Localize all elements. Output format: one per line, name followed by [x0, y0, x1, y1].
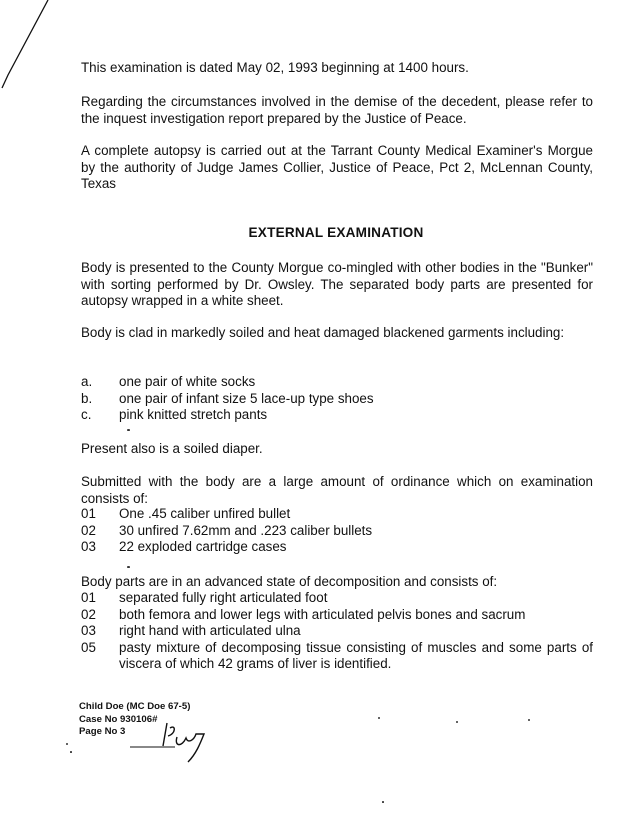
garments-list: [81, 374, 601, 424]
body-parts-list: [81, 590, 601, 673]
clad-paragraph: Body is clad in markedly soiled and heat damaged blackened garments including:: [81, 325, 565, 340]
list-text: pink knitted stretch pants: [119, 407, 268, 423]
list-text: one pair of infant size 5 lace-up type shoes: [119, 390, 374, 406]
autopsy-paragraph: A complete autopsy is carried out at the Tarrant County Medical Examiner's Morgue by the authority of Judge James Collier, Justice of Peace, Pct 2, McLennan County, Texas: [81, 143, 593, 191]
list-text: 30 unfired 7.62mm and .223 caliber bullets: [119, 522, 373, 538]
exam-date-line: This examination is dated May 02, 1993 beginning at 1400 hours.: [81, 60, 469, 75]
list-marker: 01: [81, 590, 96, 605]
list-marker: 03: [81, 623, 96, 639]
list-marker: b.: [81, 390, 93, 406]
child-doe-label: Child Doe (MC Doe 67-5): [79, 701, 191, 712]
scan-speck: [382, 801, 384, 803]
list-item: [81, 623, 601, 640]
diaper-line: Present also is a soiled diaper.: [81, 441, 263, 456]
scan-speck: [378, 717, 380, 719]
ordinance-list: [81, 506, 601, 556]
list-text: one pair of white socks: [119, 374, 256, 389]
scan-speck: [528, 719, 530, 721]
list-text: right hand with articulated ulna: [119, 623, 301, 639]
scan-speck: [456, 721, 458, 723]
list-marker: 05: [81, 639, 96, 655]
list-text: pasty mixture of decomposing tissue consisting of muscles and some parts of viscera of which 42 grams of liver is identified.: [119, 639, 593, 672]
list-item: [81, 607, 601, 624]
scan-corner-mark: [0, 0, 60, 90]
scan-speck: [127, 429, 130, 431]
body-parts-intro: Body parts are in an advanced state of decomposition and consists of:: [81, 574, 498, 589]
list-text: One .45 caliber unfired bullet: [119, 506, 291, 521]
list-text: both femora and lower legs with articulated pelvis bones and sacrum: [119, 606, 526, 622]
list-marker: 01: [81, 506, 96, 521]
presented-paragraph: Body is presented to the County Morgue co-mingled with other bodies in the "Bunker" with sorting performed by Dr. Owsley. The separated body parts are presented for autopsy wrapped in a white sheet.: [81, 260, 593, 308]
external-examination-heading: EXTERNAL EXAMINATION: [248, 225, 424, 240]
list-item: [81, 640, 601, 673]
ordinance-intro-paragraph: Submitted with the body are a large amount of ordinance which on examination consists of:: [81, 474, 593, 506]
list-item: [81, 590, 601, 607]
scan-speck: [127, 566, 130, 568]
page-number: Page No 3: [79, 726, 126, 737]
list-item: [81, 391, 601, 408]
scan-speck: [70, 751, 72, 753]
list-marker: 02: [81, 522, 96, 538]
list-item: [81, 374, 601, 391]
list-item: [81, 506, 601, 523]
handwritten-initials: [130, 718, 210, 778]
list-text: 22 exploded cartridge cases: [119, 539, 287, 555]
case-number: Case No 930106#: [79, 713, 158, 725]
list-item: [81, 523, 601, 540]
circumstances-paragraph: Regarding the circumstances involved in the demise of the decedent, please refer to the inquest investigation report prepared by the Justice of Peace.: [81, 94, 593, 126]
list-marker: c.: [81, 407, 92, 423]
list-text: separated fully right articulated foot: [119, 590, 328, 605]
list-item: [81, 539, 601, 556]
list-marker: a.: [81, 374, 93, 389]
list-marker: 03: [81, 539, 96, 555]
list-marker: 02: [81, 606, 96, 622]
scan-speck: [66, 743, 68, 745]
list-item: [81, 407, 601, 424]
